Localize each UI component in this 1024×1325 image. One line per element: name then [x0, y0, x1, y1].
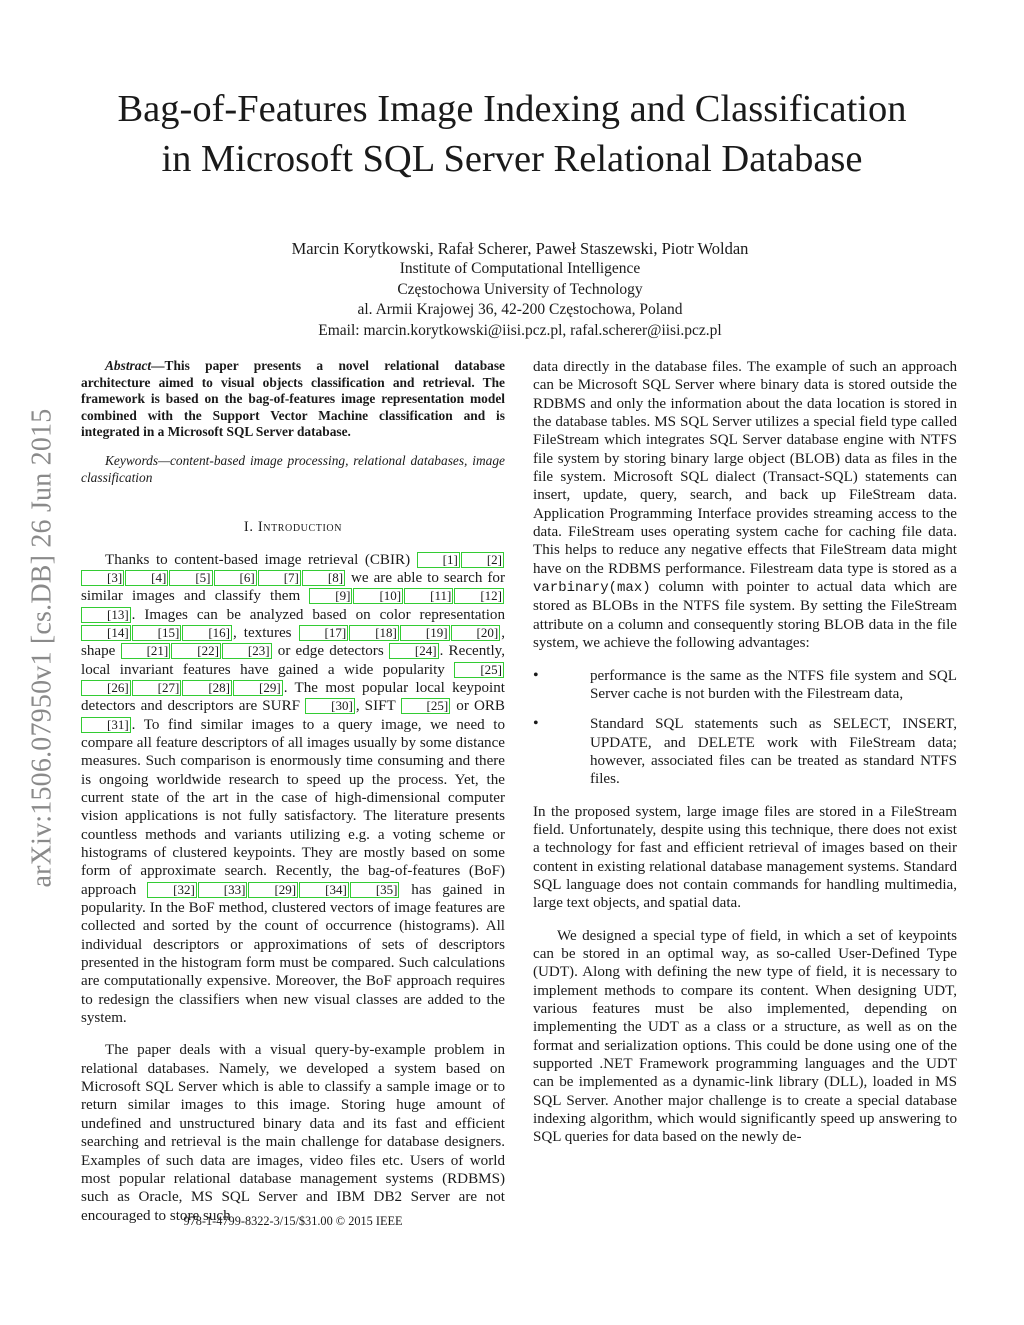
citation-group [81, 625, 233, 641]
citation-link[interactable]: [15] [132, 625, 182, 641]
filestream-paragraph [533, 358, 957, 653]
citation-link[interactable]: [1] [417, 552, 460, 568]
author-block [0, 238, 1024, 341]
citation-link[interactable]: [27] [132, 680, 182, 696]
citation-link[interactable]: [6] [214, 570, 257, 586]
citation-link[interactable]: [19] [400, 625, 450, 641]
citation-link[interactable]: [8] [302, 570, 345, 586]
citation-link[interactable]: [18] [349, 625, 399, 641]
udt-paragraph: We designed a special type of field, in which a set of keypoints can be stored in an optimal way, as so-called User-Defined Type (UDT). Along with defining the new type of field, it is necessary to implement methods to compare its content. When designing UDT, various features must be also implemented, depending on implementing the UDT as a class or a structure, as well as on the format and serialization options. This could be done using one of the supported .NET Framework programming languages and the UDT can be implemented as a dynamic-link library (DLL), loaded in MS SQL Server. Another major challenge is to create a special database indexing algorithm, which would significantly speed up answering to SQL queries for data based on the newly de- [533, 927, 957, 1146]
citation-link[interactable]: [33] [198, 882, 248, 898]
citation-link[interactable]: [21] [121, 643, 171, 659]
citation-link[interactable]: [25] [401, 698, 451, 714]
section-heading-introduction [81, 518, 505, 536]
advantage-item: • Standard SQL statements such as SELECT, INSERT, UPDATE, and DELETE work with FileStream data; however, associated files can be treated as standard NTFS files. [533, 715, 957, 788]
citation-link[interactable]: [16] [182, 625, 232, 641]
intro-text: we are able to search for similar images and classify them [81, 569, 505, 605]
citation-group [305, 698, 356, 714]
filestream-text: data directly in the database files. The example of such an approach can be Microsoft SQL Server where binary data is stored outside the RDBMS and only the information about the data location is stored in the database tables. MS SQL Server utilizes a special field type called FileStream which integrates SQL Server database engine with NTFS file system by storing binary large object (BLOB) data as files in the file system. Microsoft SQL dialect (Transact-SQL) statements can insert, update, query, search, and back up FileStream data. Application Programming Interface provides streaming access to the data. FileStream uses operating system cache for caching file data. This helps to reduce any negative effects that FileStream data might have on the RDBMS performance. Filestream data type is stored as a [533, 359, 957, 577]
citation-group [401, 698, 452, 714]
citation-link[interactable]: [20] [451, 625, 501, 641]
intro-text: , shape [81, 624, 505, 660]
citation-group [389, 643, 440, 659]
right-column [533, 358, 957, 1147]
citation-link[interactable]: [35] [350, 882, 400, 898]
author-university: Częstochowa University of Technology [397, 280, 643, 298]
citation-link[interactable]: [11] [404, 588, 453, 604]
citation-link[interactable]: [34] [299, 882, 349, 898]
citation-link[interactable]: [5] [169, 570, 212, 586]
abstract [81, 358, 505, 441]
intro-text: . Images can be analyzed based on color representation [131, 606, 505, 623]
citation-link[interactable]: [3] [81, 570, 124, 586]
citation-link[interactable]: [12] [454, 588, 504, 604]
citation-link[interactable]: [9] [309, 588, 352, 604]
citation-link[interactable]: [23] [222, 643, 272, 659]
intro-text: or edge detectors [272, 643, 389, 660]
citation-link[interactable]: [31] [81, 717, 131, 733]
intro-paragraph-1 [81, 551, 505, 1028]
left-column [81, 358, 505, 1225]
intro-text: . The most popular local keypoint detectors and descriptors are SURF [81, 679, 505, 715]
abstract-label: Abstract [105, 358, 152, 373]
citation-group [121, 643, 273, 659]
author-address: al. Armii Krajowej 36, 42-200 Częstochowa, Poland [357, 301, 683, 318]
title-line-1: Bag-of-Features Image Indexing and Classification [117, 88, 907, 130]
citation-link[interactable]: [10] [353, 588, 403, 604]
section-number: I. [243, 519, 254, 536]
author-institute: Institute of Computational Intelligence [399, 260, 641, 277]
filestream-text-cont: column with pointer to actual data which are stored as BLOBs in the NTFS file system. By setting the FileStream attribute on a column and consequently storing BLOB data in the file system, we achieve the following advantages: [533, 579, 957, 652]
citation-link[interactable]: [4] [125, 570, 168, 586]
abstract-text: —This paper presents a novel relational database architecture aimed to visual objects classification and retrieval. The framework is based on the bag-of-features image representation model combined with the Support Vector Machine classification and is integrated in a Microsoft SQL Server database. [81, 358, 505, 440]
citation-link[interactable]: [13] [81, 607, 131, 623]
citation-link[interactable]: [25] [454, 662, 504, 678]
citation-link[interactable]: [29] [233, 680, 283, 696]
intro-text: or ORB [451, 698, 505, 715]
intro-text: , textures [233, 624, 299, 641]
citation-link[interactable]: [17] [299, 625, 349, 641]
code-varbinary: varbinary(max) [533, 580, 651, 597]
citation-link[interactable]: [24] [389, 643, 439, 659]
arxiv-identifier-text: arXiv:1506.07950v1 [cs.DB] 26 Jun 2015 [26, 408, 57, 887]
paper-title [0, 84, 1024, 184]
citation-link[interactable]: [7] [258, 570, 301, 586]
keywords: Keywords—content-based image processing, relational databases, image classification [81, 452, 505, 485]
citation-group [147, 882, 400, 898]
citation-link[interactable]: [30] [305, 698, 355, 714]
citation-link[interactable]: [32] [147, 882, 197, 898]
proposed-system-paragraph: In the proposed system, large image files are stored in a FileStream field. Unfortunately, despite using this technique, there does not exist a technology for fast and efficient retrieval of images based on their content in existing relational database management systems. Standard SQL language does not contain commands for handling multimedia, large text objects, and spatial data. [533, 803, 957, 912]
citation-link[interactable]: [28] [182, 680, 232, 696]
intro-text: Thanks to content-based image retrieval (CBIR) [105, 551, 417, 568]
citation-link[interactable]: [26] [81, 680, 131, 696]
citation-link[interactable]: [2] [461, 552, 504, 568]
citation-group [299, 625, 502, 641]
citation-link[interactable]: [29] [248, 882, 298, 898]
author-email: Email: marcin.korytkowski@iisi.pcz.pl, rafal.scherer@iisi.pcz.pl [318, 321, 722, 339]
section-title: Introduction [257, 519, 343, 536]
intro-text: has gained in popularity. In the BoF method, clustered vectors of image features are collected and sorted by the count of occurrence (histograms). All individual descriptors or approximations of sets of descriptors presented in the histogram form must be compared. Such calculations are computationally expensive. Moreover, the BoF approach requires to redesign the classifiers when new visual classes are added to the system. [81, 881, 505, 1027]
intro-text: , SIFT [355, 698, 401, 715]
advantage-item: • performance is the same as the NTFS file system and SQL Server cache is not burden with the Filestream data, [533, 667, 957, 704]
title-line-2: in Microsoft SQL Server Relational Database [161, 138, 863, 180]
arxiv-identifier [22, 355, 62, 940]
citation-link[interactable]: [22] [171, 643, 221, 659]
author-names: Marcin Korytkowski, Rafał Scherer, Paweł Staszewski, Piotr Woldan [291, 239, 749, 258]
intro-text: . Recently, local invariant features have gained a wide popularity [81, 643, 505, 678]
copyright-footer: 978-1-4799-8322-3/15/$31.00 © 2015 IEEE [183, 1214, 403, 1228]
advantages-list [533, 667, 957, 789]
intro-paragraph-2: The paper deals with a visual query-by-example problem in relational databases. Namely, we developed a system based on Microsoft SQL Server which is able to classify a sample image or to return similar images to this image. Storing huge amount of undefined and unstructured binary data and its fast and efficient searching and retrieval is the main challenge for database designers. Examples of such data are images, video files etc. Users of world most popular relational database management systems (RDBMS) such as Oracle, MS SQL Server and IBM DB2 Server are not encouraged to store such [81, 1042, 505, 1224]
intro-text: . To find similar images to a query image, we need to compare all feature descriptors of all images usually by some distance measures. Such comparison is enormously time consuming and there is ongoing worldwide research to speed up the process. Yet, the current state of the art in the case of high-dimensional computer vision applications is not fully satisfactory. The literature presents countless methods and variants utilizing e.g. a voting scheme or histograms of clustered keypoints. They are mostly based on some form of approximate search. Recently, the bag-of-features (BoF) approach [81, 716, 505, 898]
citation-link[interactable]: [14] [81, 625, 131, 641]
citation-group [81, 717, 132, 733]
